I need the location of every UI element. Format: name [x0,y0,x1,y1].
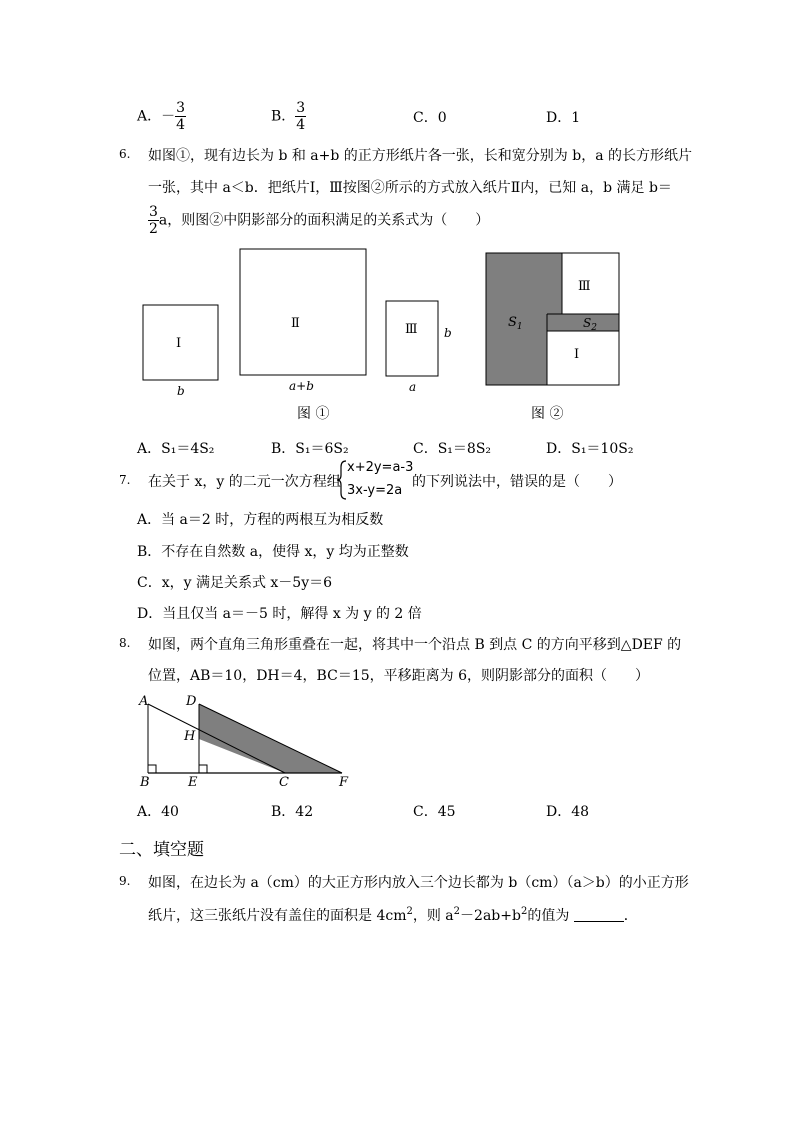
rect-III-width: a [409,380,417,394]
q7-option-d: D．当且仅当 a＝－5 时，解得 x 为 y 的 2 倍 [137,606,422,622]
rect-III-height: b [444,326,452,340]
q6-line1: 如图①，现有边长为 b 和 a+b 的正方形纸片各一张，长和宽分别为 b，a 的长方形纸片 [148,148,693,164]
q9-number: 9. [119,874,131,888]
q7-suffix: 的下列说法中，错误的是（ ） [412,474,622,490]
fig1-caption: 图 ① [297,406,330,422]
square-I-side: b [177,384,185,398]
q7-number: 7. [119,473,131,487]
q8-line1: 如图，两个直角三角形重叠在一起，将其中一个沿点 B 到点 C 的方向平移到△DEF 的 [148,637,682,653]
q5-option-d: D．1 [546,110,581,126]
q8-point-H: H [184,729,196,744]
fig2-caption: 图 ② [531,406,564,422]
q8-line2: 位置，AB＝10，DH＝4，BC＝15，平移距离为 6，则阴影部分的面积（ ） [148,668,649,684]
q5-option-b-fraction: $\frac{3}{4}$ [296,100,306,133]
q6-line3: $\frac{3}{2}$ a，则图②中阴影部分的面积满足的关系式为（ ） [149,204,490,237]
fig2-label-I: Ⅰ [574,347,580,362]
q8-point-E: E [188,775,198,790]
fig2-s1: $S_1$ [508,315,523,332]
q7-prefix: 在关于 x，y 的二元一次方程组 [148,474,341,490]
q8-point-B: B [140,775,150,790]
q8-number: 8. [119,636,131,650]
q7-option-c: C．x，y 满足关系式 x－5y＝6 [137,575,333,591]
q8-point-A: A [139,694,149,709]
q9-line1: 如图，在边长为 a（cm）的大正方形内放入三个边长都为 b（cm）（a＞b）的小正方形 [148,875,689,891]
q6-option-d: D．S₁＝10S₂ [546,441,634,457]
q8-option-d: D．48 [546,804,590,820]
q8-option-c: C．45 [413,804,456,820]
q5-option-c: C．0 [413,110,447,126]
q9-line2: 纸片，这三张纸片没有盖住的面积是 $4cm^2$，则 $a^2-2ab+b^2$的值为 ． [148,906,638,924]
q6-option-c: C．S₁＝8S₂ [413,441,492,457]
q6-fraction: $\frac{3}{2}$ [149,204,158,237]
q6-number: 6. [119,147,131,161]
rect-III-label: Ⅲ [405,322,418,337]
section-title-fill-blank: 二、填空题 [119,840,204,860]
q7-option-b: B．不存在自然数 a，使得 x，y 均为正整数 [137,544,409,560]
q6-line2: 一张，其中 a＜b．把纸片Ⅰ，Ⅲ按图②所示的方式放入纸片Ⅱ内，已知 a，b 满足 b＝ [148,180,672,196]
square-II-label: Ⅱ [291,316,300,331]
square-I-label: Ⅰ [176,336,182,351]
q8-option-a: A．40 [137,804,179,820]
q7-eq2: 3x-y=2a [347,483,403,498]
q7-eq1: x+2y=a-3 [347,460,414,475]
q5-option-b: B． $\frac{3}{4}$ [271,100,306,133]
q6-option-b: B．S₁＝6S₂ [271,441,349,457]
q8-option-b: B．42 [271,804,314,820]
q8-point-C: C [279,775,289,790]
q5-option-a: A．－ $\frac{3}{4}$ [137,100,186,133]
q8-point-D: D [186,694,197,709]
q7-option-a: A．当 a＝2 时，方程的两根互为相反数 [137,512,384,528]
q8-point-F: F [339,775,349,790]
fig2-s2: $S_2$ [583,316,597,333]
q5-option-a-fraction: $\frac{3}{4}$ [176,100,186,133]
fig2-label-III: Ⅲ [578,279,591,294]
q9-answer-blank[interactable] [574,907,624,922]
square-II-side: a+b [289,379,314,393]
q6-option-a: A．S₁＝4S₂ [137,441,215,457]
